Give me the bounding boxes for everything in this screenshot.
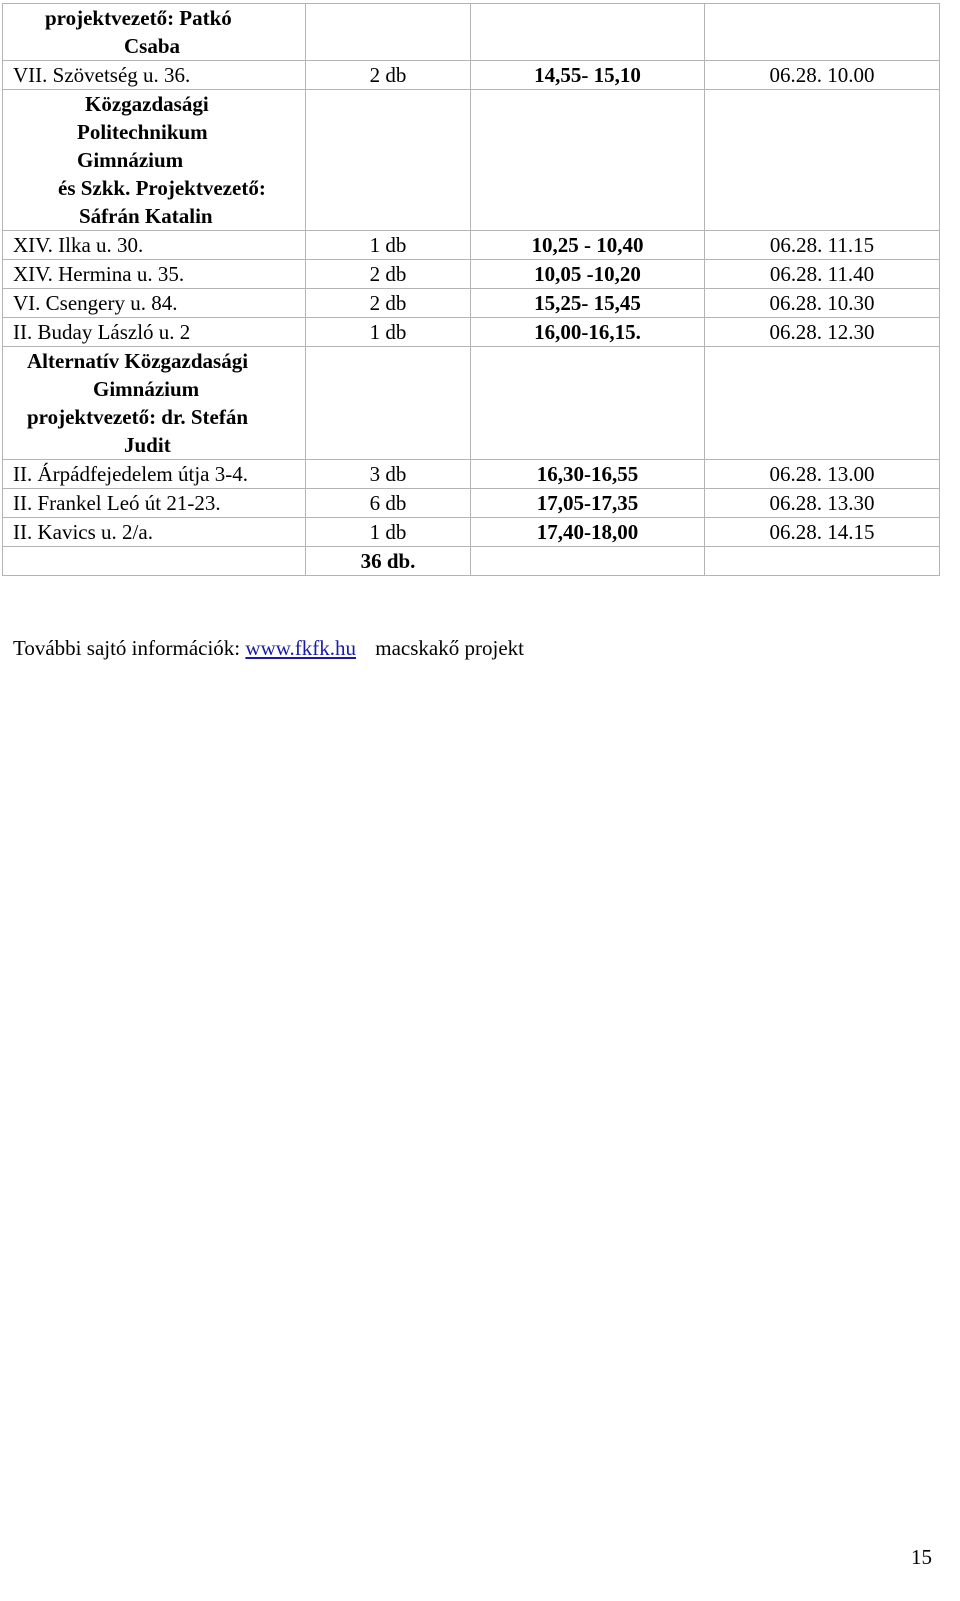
address-cell: II. Frankel Leó út 21-23. <box>3 489 306 518</box>
organization-line: Alternatív Közgazdasági <box>27 349 249 373</box>
schedule-row <box>3 61 940 90</box>
time-cell: 16,30-16,55 <box>471 460 705 489</box>
schedule-row <box>3 460 940 489</box>
quantity-cell: 2 db <box>306 61 471 90</box>
organization-row <box>3 347 940 460</box>
address-cell: II. Árpádfejedelem útja 3-4. <box>3 460 306 489</box>
organization-line: projektvezető: dr. Stefán <box>27 405 249 429</box>
quantity-cell: 3 db <box>306 460 471 489</box>
quantity-cell: 1 db <box>306 231 471 260</box>
empty-cell <box>471 547 705 576</box>
organization-cell <box>3 4 306 61</box>
organization-cell <box>3 347 306 460</box>
organization-line: projektvezető: Patkó <box>45 6 232 30</box>
date-cell: 06.28. 10.00 <box>705 61 940 90</box>
date-cell: 06.28. 13.00 <box>705 460 940 489</box>
address-cell: VI. Csengery u. 84. <box>3 289 306 318</box>
empty-cell <box>705 547 940 576</box>
empty-cell <box>306 347 471 460</box>
empty-cell <box>306 90 471 231</box>
time-cell: 10,05 -10,20 <box>471 260 705 289</box>
organization-line: Politechnikum Gimnázium <box>77 120 208 172</box>
address-cell: VII. Szövetség u. 36. <box>3 61 306 90</box>
date-cell: 06.28. 13.30 <box>705 489 940 518</box>
quantity-cell: 6 db <box>306 489 471 518</box>
total-row <box>3 547 940 576</box>
organization-line: Közgazdasági <box>85 92 209 116</box>
address-cell: II. Kavics u. 2/a. <box>3 518 306 547</box>
empty-cell <box>306 4 471 61</box>
press-info-footer <box>13 634 524 662</box>
schedule-table-body <box>3 4 940 576</box>
date-cell: 06.28. 11.40 <box>705 260 940 289</box>
time-cell: 17,40-18,00 <box>471 518 705 547</box>
website-link[interactable]: www.fkfk.hu <box>245 636 357 660</box>
quantity-cell: 2 db <box>306 260 471 289</box>
time-cell: 10,25 - 10,40 <box>471 231 705 260</box>
address-cell: XIV. Ilka u. 30. <box>3 231 306 260</box>
schedule-row <box>3 289 940 318</box>
organization-line: Csaba <box>124 34 181 58</box>
time-cell: 17,05-17,35 <box>471 489 705 518</box>
date-cell: 06.28. 14.15 <box>705 518 940 547</box>
quantity-cell: 2 db <box>306 289 471 318</box>
empty-cell <box>471 90 705 231</box>
date-cell: 06.28. 10.30 <box>705 289 940 318</box>
organization-line: Sáfrán Katalin <box>79 204 213 228</box>
organization-cell <box>3 90 306 231</box>
schedule-row <box>3 260 940 289</box>
schedule-table <box>2 3 940 576</box>
time-cell: 16,00-16,15. <box>471 318 705 347</box>
schedule-row <box>3 318 940 347</box>
page-number: 15 <box>911 1545 932 1569</box>
empty-cell <box>3 547 306 576</box>
time-cell: 15,25- 15,45 <box>471 289 705 318</box>
date-cell: 06.28. 12.30 <box>705 318 940 347</box>
empty-cell <box>705 4 940 61</box>
empty-cell <box>471 347 705 460</box>
empty-cell <box>705 90 940 231</box>
address-cell: II. Buday László u. 2 <box>3 318 306 347</box>
organization-row <box>3 4 940 61</box>
quantity-cell: 1 db <box>306 318 471 347</box>
organization-line: és Szkk. Projektvezető: <box>58 176 266 200</box>
organization-row <box>3 90 940 231</box>
schedule-row <box>3 518 940 547</box>
project-name: macskakő projekt <box>375 636 524 660</box>
time-cell: 14,55- 15,10 <box>471 61 705 90</box>
total-quantity: 36 db. <box>306 547 471 576</box>
quantity-cell: 1 db <box>306 518 471 547</box>
schedule-row <box>3 231 940 260</box>
address-cell: XIV. Hermina u. 35. <box>3 260 306 289</box>
organization-line: Judit <box>124 433 171 457</box>
organization-line: Gimnázium <box>93 377 200 401</box>
schedule-row <box>3 489 940 518</box>
empty-cell <box>471 4 705 61</box>
empty-cell <box>705 347 940 460</box>
date-cell: 06.28. 11.15 <box>705 231 940 260</box>
press-info-label: További sajtó információk: <box>13 636 241 660</box>
